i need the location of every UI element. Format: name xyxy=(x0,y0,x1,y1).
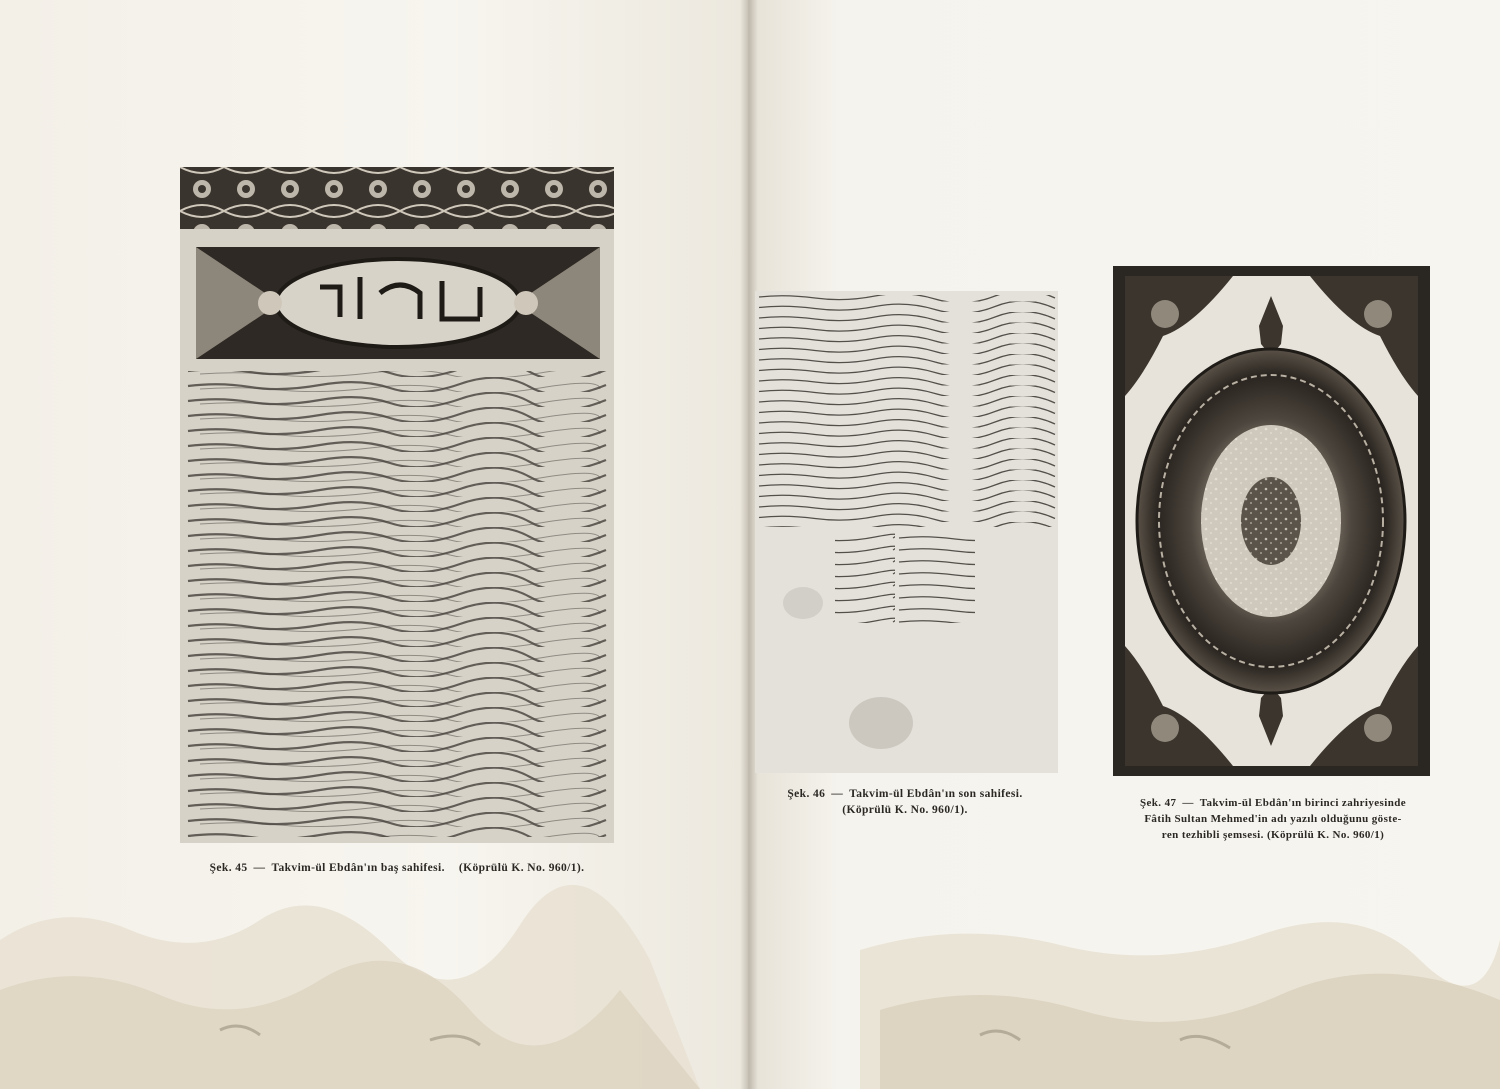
figure-46-caption: Şek. 46 — Takvim-ül Ebdân'ın son sahifesi. (Köprülü K. No. 960/1). xyxy=(760,786,1050,818)
figure-45-source: (Köprülü K. No. 960/1). xyxy=(458,862,585,874)
figure-46-title: Takvim-ül Ebdân'ın son sahifesi. xyxy=(849,788,1023,800)
figure-45-image xyxy=(180,167,614,843)
figure-47-source: (Köprülü K. No. 960/1) xyxy=(1266,829,1385,841)
figure-47-plate xyxy=(1113,266,1430,776)
figure-46-image xyxy=(755,291,1058,773)
figure-47-title-line3: ren tezhibli şemsesi. xyxy=(1161,829,1264,841)
figure-45-caption: Şek. 45 — Takvim-ül Ebdân'ın baş sahifesi. (Köprülü K. No. 960/1). xyxy=(209,862,585,874)
figure-47-title-line1: Takvim-ül Ebdân'ın birinci zahriyesinde xyxy=(1199,797,1407,809)
figure-46-plate xyxy=(755,291,1058,773)
figure-45-plate xyxy=(180,167,614,843)
figure-45-number: Şek. 45 xyxy=(209,862,248,874)
figure-47-title-line2: Fâtih Sultan Mehmed'in adı yazılı olduğunu göste- xyxy=(1144,813,1402,825)
figure-46-number: Şek. 46 xyxy=(787,788,826,800)
figure-45-title: Takvim-ül Ebdân'ın baş sahifesi. xyxy=(271,862,445,874)
figure-47-caption: Şek. 47 — Takvim-ül Ebdân'ın birinci zahriyesinde Fâtih Sultan Mehmed'in adı yazılı olduğunu göste- ren tezhibli şemsesi. (Köprülü K. No. 960/1) xyxy=(1100,795,1446,843)
figure-47-number: Şek. 47 xyxy=(1139,797,1177,809)
figure-46-source: (Köprülü K. No. 960/1). xyxy=(842,804,968,816)
figure-47-image xyxy=(1113,266,1430,776)
